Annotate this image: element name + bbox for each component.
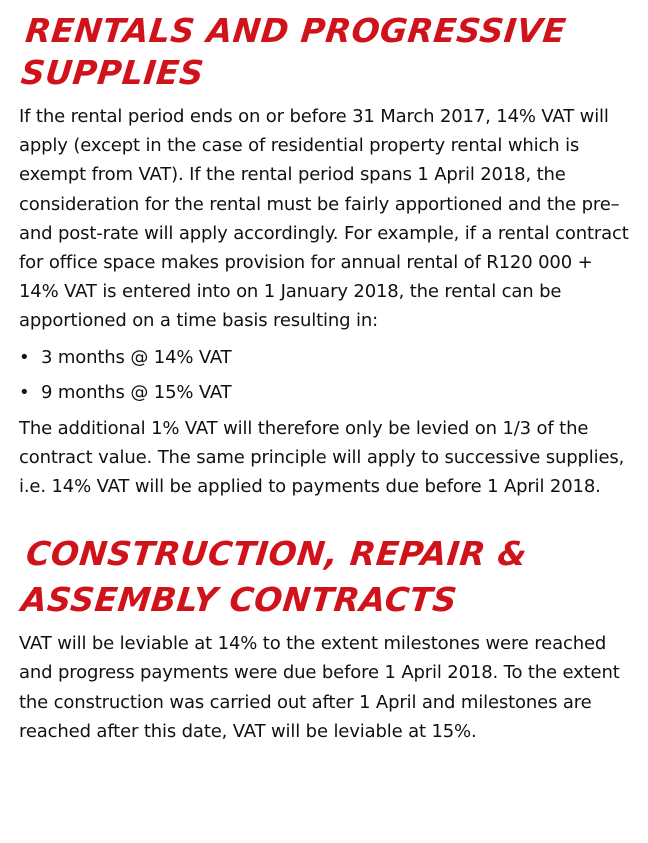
list-item	[19, 375, 631, 410]
bullet-text: 9 months @ 15% VAT	[41, 381, 232, 403]
rentals-bullet-list	[19, 340, 631, 410]
bullet-icon: •	[19, 381, 30, 403]
list-item	[19, 340, 631, 375]
rentals-section	[19, 10, 631, 501]
construction-section	[19, 531, 631, 746]
bullet-text: 3 months @ 14% VAT	[41, 346, 232, 368]
bullet-icon: •	[19, 346, 30, 368]
rentals-paragraph-conclusion: The additional 1% VAT will therefore only be levied on 1/3 of the contract value. The same principle will apply to successive supplies, i.e. 14% VAT will be applied to payments due before 1 April 2018.	[19, 417, 625, 498]
construction-paragraph: VAT will be leviable at 14% to the extent milestones were reached and progress payments were due before 1 April 2018. To the extent the construction was carried out after 1 April and milestones are reached after this date, VAT will be leviable at 15%.	[19, 633, 620, 742]
document-page	[19, 10, 631, 746]
rentals-paragraph-intro: If the rental period ends on or before 31 March 2017, 14% VAT will apply (except in the case of residential property rental which is exempt from VAT). If the rental period spans 1 April 2018, the consideration for the rental must be fairly apportioned and the pre– and post-rate will apply accordingly. For example, if a rental contract for office space makes provision for annual rental of R120 000 + 14% VAT is entered into on 1 January 2018, the rental can be apportioned on a time basis resulting in:	[19, 106, 629, 332]
construction-heading: CONSTRUCTION, REPAIR & ASSEMBLY CONTRACTS	[19, 534, 530, 620]
rentals-heading: RENTALS AND PROGRESSIVE SUPPLIES	[19, 11, 569, 92]
